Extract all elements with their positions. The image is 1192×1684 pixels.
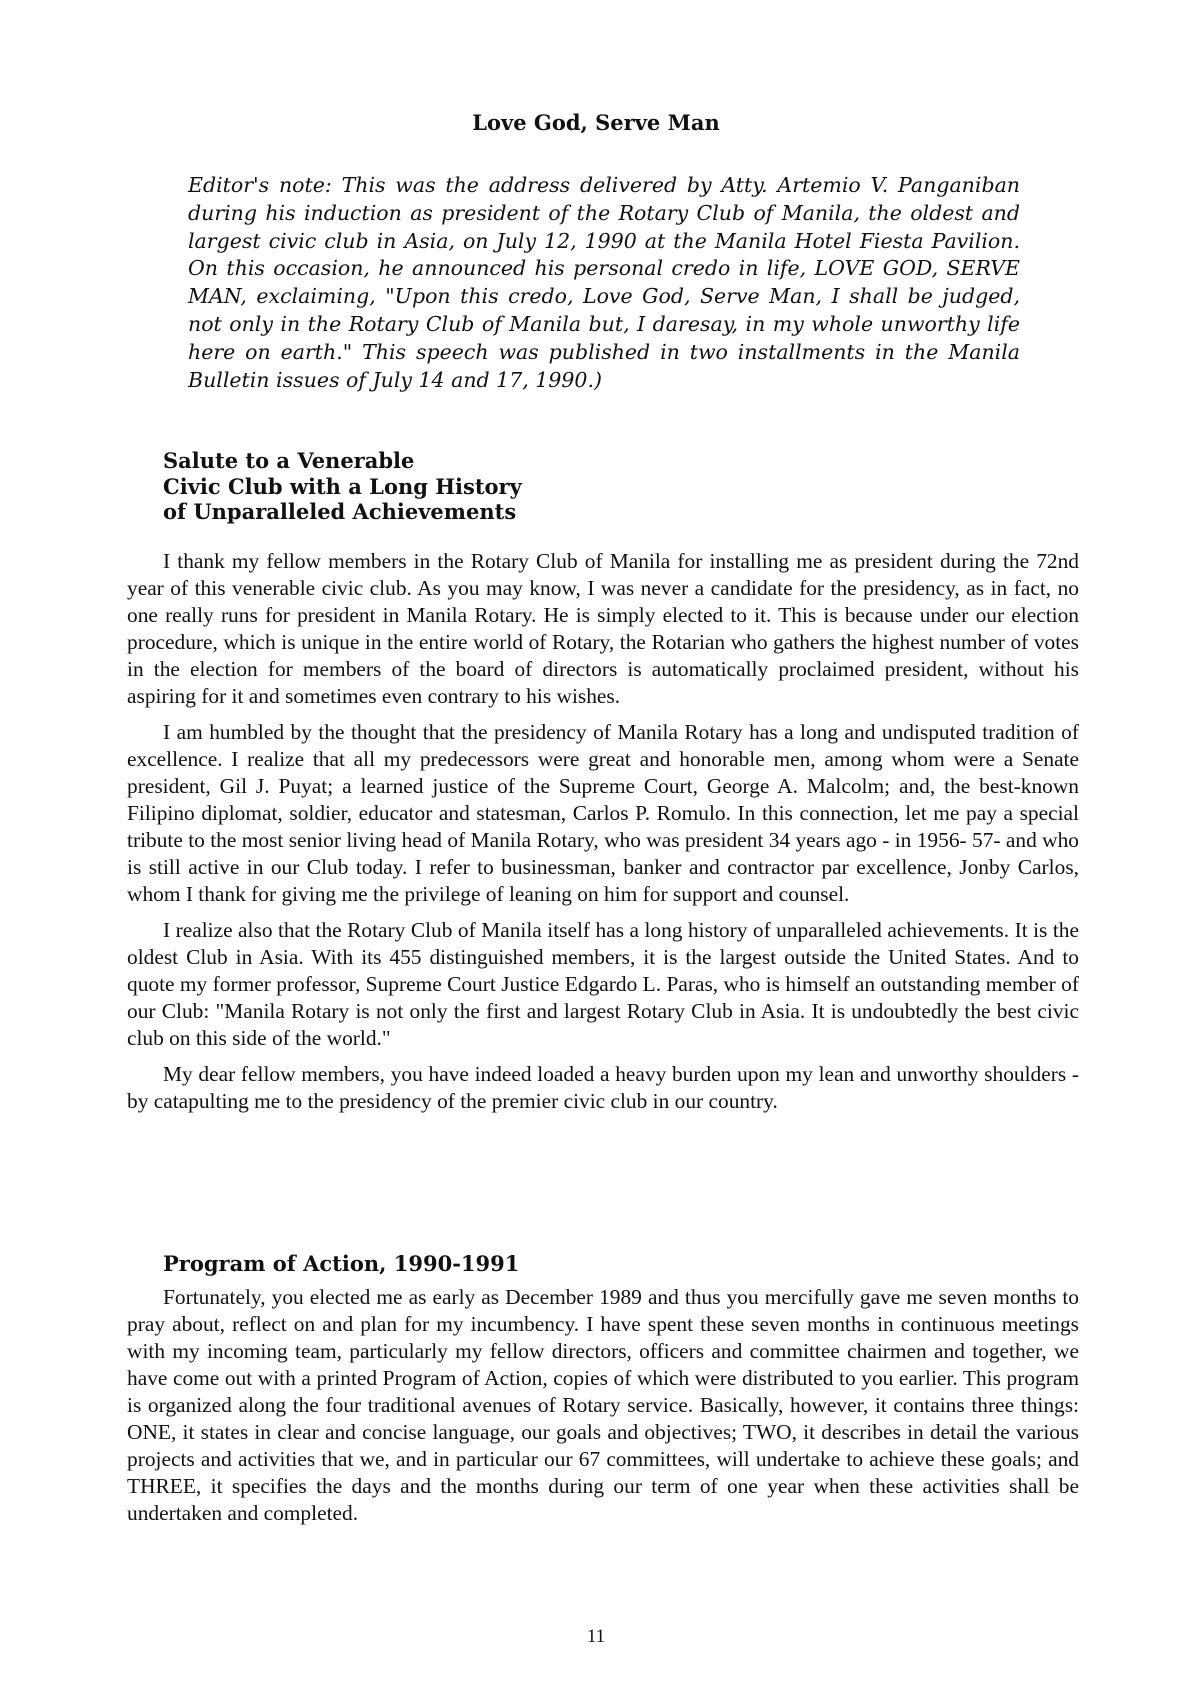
section-body-salute — [127, 548, 1079, 1124]
paragraph: I realize also that the Rotary Club of Manila itself has a long history of unparalleled achievements. It is the oldest Club in Asia. With its 455 distinguished members, it is the largest outside the United States. And to quote my former professor, Supreme Court Justice Edgardo L. Paras, who is himself an outstanding member of our Club: "Manila Rotary is not only the first and largest Rotary Club in Asia. It is undoubtedly the best civic club on this side of the world." — [127, 918, 1079, 1050]
paragraph: I am humbled by the thought that the presidency of Manila Rotary has a long and undisputed tradition of excellence. I realize that all my predecessors were great and honorable men, among whom were a Senate president, Gil J. Puyat; a learned justice of the Supreme Court, George A. Malcolm; and, the best-known Filipino diplomat, soldier, educator and statesman, Carlos P. Romulo. In this connection, let me pay a special tribute to the most senior living head of Manila Rotary, who was president 34 years ago - in 1956- 57- and who is still active in our Club today. I refer to businessman, banker and contractor par excellence, Jonby Carlos, whom I thank for giving me the privilege of leaning on him for support and counsel. — [127, 720, 1079, 906]
section-heading-line: Civic Club with a Long History — [163, 473, 522, 499]
page-number: 11 — [586, 1626, 606, 1647]
editor-note: Editor's note: This was the address delivered by Atty. Artemio V. Panganiban during his induction as president of the Rotary Club of Manila, the oldest and largest civic club in Asia, on July 12, 1990 at the Manila Hotel Fiesta Pavilion. On this occasion, he announced his personal credo in life, LOVE GOD, SERVE MAN, exclaiming, "Upon this credo, Love God, Serve Man, I shall be judged, not only in the Rotary Club of Manila but, I daresay, in my whole unworthy life here on earth." This speech was published in two installments in the Manila Bulletin issues of July 14 and 17, 1990.) — [188, 173, 1020, 392]
section-heading-line: Salute to a Venerable — [163, 448, 415, 473]
paragraph: Fortunately, you elected me as early as December 1989 and thus you mercifully gave me seven months to pray about, reflect on and plan for my incumbency. I have spent these seven months in continuous meetings with my incoming team, particularly my fellow directors, officers and committee chairmen and together, we have come out with a printed Program of Action, copies of which were distributed to you earlier. This program is organized along the four traditional avenues of Rotary service. Basically, however, it contains three things: ONE, it states in clear and concise language, our goals and objectives; TWO, it describes in detail the various projects and activities that we, and in particular our 67 committees, will undertake to achieve these goals; and THREE, it specifies the days and the months during our term of one year when these activities shall be undertaken and completed. — [127, 1285, 1079, 1525]
section-body-program — [127, 1284, 1079, 1536]
section-heading-line: Program of Action, 1990-1991 — [163, 1251, 520, 1276]
paragraph: I thank my fellow members in the Rotary Club of Manila for installing me as president during the 72nd year of this venerable civic club. As you may know, I was never a candidate for the presidency, as in fact, no one really runs for president in Manila Rotary. He is simply elected to it. This is because under our election procedure, which is unique in the entire world of Rotary, the Rotarian who gathers the highest number of votes in the election for members of the board of directors is automatically proclaimed president, without his aspiring for it and sometimes even contrary to his wishes. — [127, 549, 1079, 708]
paragraph: My dear fellow members, you have indeed loaded a heavy burden upon my lean and unworthy shoulders - by catapulting me to the presidency of the premier civic club in our country. — [127, 1062, 1079, 1113]
section-heading-program — [163, 1251, 519, 1277]
section-heading-line: of Unparalleled Achievements — [163, 499, 517, 524]
section-heading-salute — [163, 448, 522, 525]
page-title: Love God, Serve Man — [472, 110, 720, 135]
